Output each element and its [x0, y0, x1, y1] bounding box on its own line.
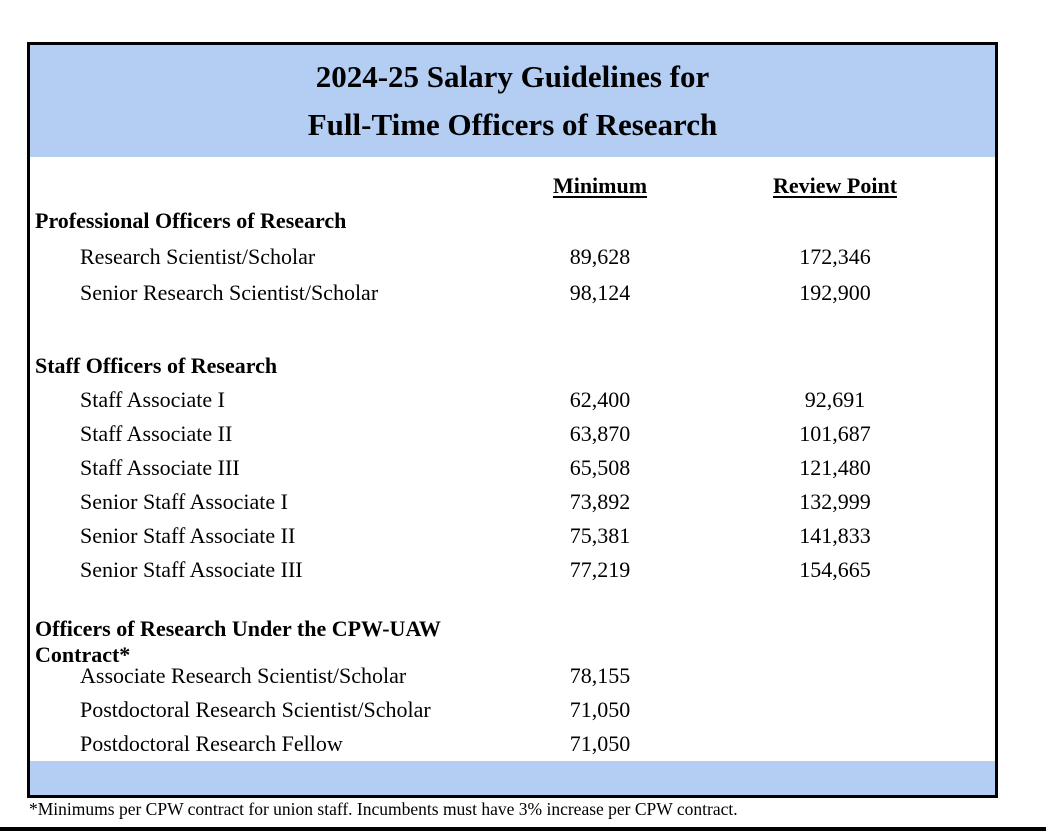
document-title-line-2: Full-Time Officers of Research	[307, 107, 718, 143]
section-heading-cpw-uaw: Officers of Research Under the CPW-UAW Contract*	[35, 616, 441, 667]
bottom-horizontal-rule	[0, 827, 1046, 831]
row-label: Postdoctoral Research Scientist/Scholar	[80, 697, 431, 722]
row-label: Senior Staff Associate III	[80, 557, 303, 582]
column-header-minimum: Minimum	[552, 173, 648, 198]
table-content	[30, 157, 995, 761]
review-point-value: 121,480	[799, 455, 871, 480]
section-heading-staff: Staff Officers of Research	[35, 353, 278, 378]
table-row	[30, 693, 975, 727]
minimum-value: 71,050	[569, 697, 631, 722]
review-point-value: 92,691	[804, 387, 866, 412]
review-point-value: 154,665	[799, 557, 871, 582]
salary-guidelines-table	[27, 42, 998, 798]
minimum-value: 65,508	[569, 455, 631, 480]
review-point-value: 192,900	[799, 280, 871, 305]
table-row	[30, 659, 975, 693]
document-title-line-1: 2024-25 Salary Guidelines for	[315, 58, 710, 94]
table-row	[30, 553, 975, 587]
column-header-row	[30, 157, 975, 203]
minimum-value: 63,870	[569, 421, 631, 446]
row-label: Associate Research Scientist/Scholar	[80, 663, 407, 688]
row-label: Research Scientist/Scholar	[80, 244, 316, 269]
section-spacer	[30, 311, 975, 349]
review-point-value: 132,999	[799, 489, 871, 514]
minimum-value: 73,892	[569, 489, 631, 514]
title-band	[30, 45, 995, 157]
bottom-accent-band	[30, 761, 995, 795]
section-heading-row	[30, 203, 975, 239]
column-header-review-point: Review Point	[772, 173, 898, 198]
minimum-value: 77,219	[569, 557, 631, 582]
table-row	[30, 727, 975, 761]
section-heading-row	[30, 616, 975, 667]
table-row	[30, 239, 975, 275]
row-label: Staff Associate II	[80, 421, 233, 446]
table-row	[30, 451, 975, 485]
minimum-value: 62,400	[569, 387, 631, 412]
review-point-value: 141,833	[799, 523, 871, 548]
table-row	[30, 417, 975, 451]
minimum-value: 78,155	[569, 663, 631, 688]
table-row	[30, 383, 975, 417]
minimum-value: 71,050	[569, 731, 631, 756]
section-heading-professional: Professional Officers of Research	[35, 208, 347, 233]
section-heading-row	[30, 349, 975, 383]
minimum-value: 75,381	[569, 523, 631, 548]
row-label: Senior Staff Associate II	[80, 523, 296, 548]
row-label: Postdoctoral Research Fellow	[80, 731, 343, 756]
table-row	[30, 275, 975, 311]
row-label: Senior Staff Associate I	[80, 489, 288, 514]
table-row	[30, 519, 975, 553]
table-row	[30, 485, 975, 519]
footnote-text: *Minimums per CPW contract for union staff. Incumbents must have 3% increase per CPW contract.	[29, 799, 738, 819]
review-point-value: 101,687	[799, 421, 871, 446]
minimum-value: 98,124	[569, 280, 631, 305]
row-label: Staff Associate I	[80, 387, 226, 412]
row-label: Staff Associate III	[80, 455, 240, 480]
row-label: Senior Research Scientist/Scholar	[80, 280, 379, 305]
minimum-value: 89,628	[569, 244, 631, 269]
review-point-value: 172,346	[799, 244, 871, 269]
